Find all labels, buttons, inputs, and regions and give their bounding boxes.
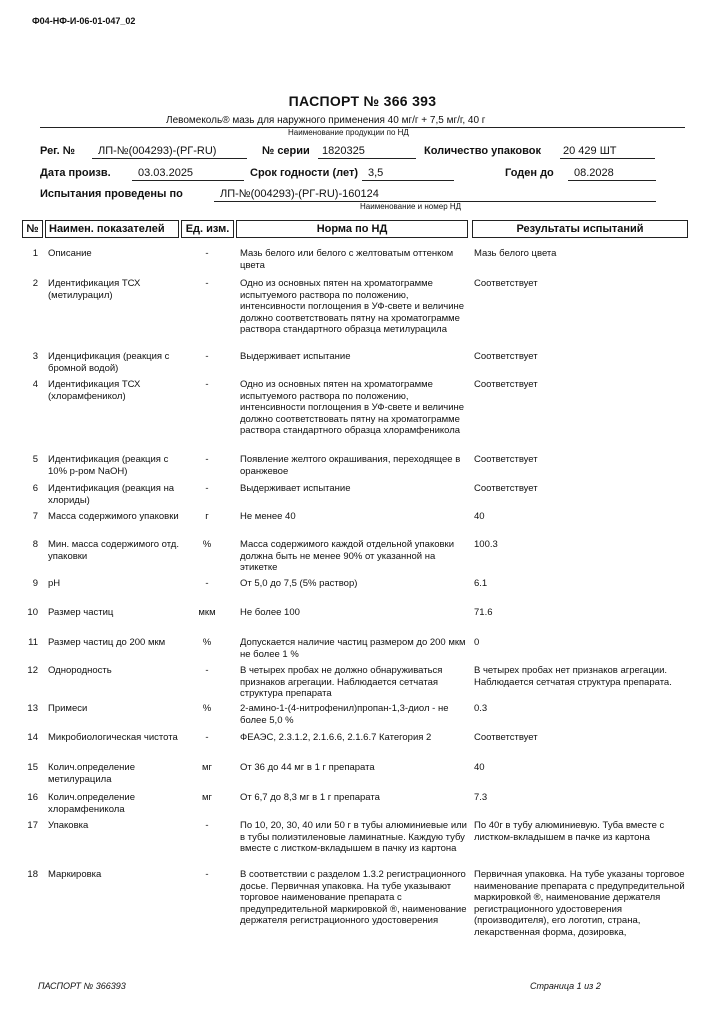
row-number: 11 (28, 637, 38, 648)
row-number: 17 (27, 820, 38, 831)
header-indicator: Наимен. показателей (45, 220, 179, 238)
row-name: Микробиологическая чистота (48, 732, 178, 743)
row-norm: В соответствии с разделом 1.3.2 регистрационного досье. Первичная упаковка. На тубе указывают торговое наименование препарата с предупредительной маркировкой ®, наименование держателя регистрационного удостоверения (240, 869, 467, 926)
document-code: Ф04-НФ-И-06-01-047_02 (32, 16, 136, 26)
row-norm: Появление желтого окрашивания, переходящее в оранжевое (240, 454, 461, 477)
row-unit: мкм (198, 607, 216, 618)
row-norm: 2-амино-1-(4-нитрофенил)пропан-1,3-диол - не более 5,0 % (240, 703, 449, 726)
row-unit: - (205, 578, 209, 589)
row-unit: - (205, 248, 209, 259)
row-unit: - (205, 820, 209, 831)
row-norm: По 10, 20, 30, 40 или 50 г в тубы алюминиевые или в тубы полиэтиленовые ламинатные. Каждую тубу вместе с листком-вкладышем в пачку из картона (240, 820, 467, 854)
row-name: pH (48, 578, 61, 589)
row-unit: - (205, 869, 209, 880)
row-result: 71.6 (474, 607, 493, 618)
row-norm: Одно из основных пятен на хроматограмме испытуемого раствора по положению, интенсивности поглощения в УФ-свете и величине должно соответствовать пятну на хроматограмме раствора стандартного образца метилурацила (240, 278, 465, 335)
series-underline (318, 158, 416, 159)
row-unit: - (205, 454, 209, 465)
row-result: 0.3 (474, 703, 488, 714)
row-unit: % (202, 703, 212, 714)
row-name: Масса содержимого упаковки (48, 511, 179, 522)
row-number: 6 (32, 483, 38, 494)
product-name: Левомеколь® мазь для наружного применения 40 мг/г + 7,5 мг/г, 40 г (166, 115, 486, 126)
valid-underline (568, 180, 656, 181)
row-name: Колич.определение метилурацила (48, 762, 136, 785)
footer-page-number: Страница 1 из 2 (530, 981, 601, 991)
row-number: 8 (32, 539, 38, 550)
row-norm: От 5,0 до 7,5 (5% раствор) (240, 578, 358, 589)
valid-label: Годен до (505, 167, 554, 179)
row-name: Идентификация ТСХ (метилурацил) (48, 278, 141, 301)
header-results: Результаты испытаний (472, 220, 688, 238)
row-name: Иденцификация (реакция с бромной водой) (48, 351, 170, 374)
shelf-value: 3,5 (368, 167, 384, 179)
reg-value: ЛП-№(004293)-(РГ-RU) (98, 145, 217, 157)
row-number: 7 (32, 511, 38, 522)
row-result: Соответствует (474, 278, 538, 289)
row-number: 5 (32, 454, 38, 465)
row-norm: Не менее 40 (240, 511, 296, 522)
row-name: Размер частиц до 200 мкм (48, 637, 166, 648)
row-result: Соответствует (474, 379, 538, 390)
row-result: Соответствует (474, 351, 538, 362)
row-result: 0 (474, 637, 480, 648)
row-unit: - (205, 379, 209, 390)
row-number: 10 (27, 607, 38, 618)
row-number: 1 (32, 248, 38, 259)
row-number: 13 (27, 703, 38, 714)
series-value: 1820325 (322, 145, 365, 157)
row-norm: Не более 100 (240, 607, 300, 618)
row-result: Первичная упаковка. На тубе указаны торговое наименование препарата с предупредительной маркировкой ®, наименование держателя регистрационного удостоверения (производителя), его логотип, страна, лекарственная форма, дозировка, (474, 869, 685, 938)
reg-label: Рег. № (40, 145, 76, 157)
tests-label: Испытания проведены по (40, 188, 183, 200)
shelf-underline (362, 180, 454, 181)
row-unit: - (205, 351, 209, 362)
qty-underline (560, 158, 655, 159)
row-name: Описание (48, 248, 92, 259)
tests-value: ЛП-№(004293)-(РГ-RU)-160124 (220, 188, 379, 200)
row-result: 6.1 (474, 578, 488, 589)
date-label: Дата произв. (40, 167, 111, 179)
row-name: Упаковка (48, 820, 89, 831)
row-result: По 40г в тубу алюминиевую. Туба вместе с листком-вкладышем в пачке из картона (474, 820, 665, 843)
row-norm: Выдерживает испытание (240, 351, 351, 362)
tests-caption: Наименование и номер НД (360, 202, 462, 211)
row-norm: Мазь белого или белого с желтоватым оттенком цвета (240, 248, 454, 271)
row-norm: Выдерживает испытание (240, 483, 351, 494)
row-result: В четырех пробах нет признаков агрегации. Наблюдается сетчатая структура препарата. (474, 665, 672, 688)
row-unit: % (202, 637, 212, 648)
row-number: 3 (32, 351, 38, 362)
reg-underline (92, 158, 247, 159)
date-value: 03.03.2025 (138, 167, 194, 179)
header-unit: Ед. изм. (181, 220, 234, 238)
row-result: Соответствует (474, 732, 538, 743)
qty-value: 20 429 ШТ (563, 145, 617, 157)
product-caption: Наименование продукции по НД (288, 128, 409, 137)
row-unit: % (202, 539, 212, 550)
shelf-label: Срок годности (лет) (250, 167, 359, 179)
row-number: 16 (27, 792, 38, 803)
row-norm: Одно из основных пятен на хроматограмме испытуемого раствора по положению, интенсивности поглощения в УФ-свете и величине должно соответствовать пятну на хроматограмме раствора стандартного образца хлорамфеникола (240, 379, 465, 436)
row-name: Однородность (48, 665, 112, 676)
row-result: 100.3 (474, 539, 498, 550)
row-number: 14 (27, 732, 38, 743)
row-norm: Допускается наличие частиц размером до 200 мкм не более 1 % (240, 637, 466, 660)
qty-label: Количество упаковок (424, 145, 541, 157)
row-norm: В четырех пробах не должно обнаруживаться признаков агрегации. Наблюдается сетчатая структура препарата (240, 665, 443, 699)
page-title: ПАСПОРТ № 366 393 (288, 93, 437, 109)
row-norm: От 36 до 44 мг в 1 г препарата (240, 762, 375, 773)
row-result: Соответствует (474, 483, 538, 494)
row-result: 40 (474, 762, 485, 773)
row-number: 4 (32, 379, 38, 390)
series-label: № серии (262, 145, 310, 157)
row-name: Идентификация ТСХ (хлорамфеникол) (48, 379, 141, 402)
row-number: 12 (27, 665, 38, 676)
valid-value: 08.2028 (574, 167, 614, 179)
date-underline (132, 180, 244, 181)
row-unit: мг (202, 792, 212, 803)
row-norm: ФЕАЭС, 2.3.1.2, 2.1.6.6, 2.1.6.7 Категория 2 (240, 732, 432, 743)
row-result: 7.3 (474, 792, 488, 803)
row-result: Соответствует (474, 454, 538, 465)
footer-passport: ПАСПОРТ № 366393 (38, 981, 126, 991)
row-unit: мг (202, 762, 212, 773)
row-unit: - (205, 483, 209, 494)
row-name: Маркировка (48, 869, 102, 880)
row-name: Колич.определение хлорамфеникола (48, 792, 136, 815)
row-norm: От 6,7 до 8,3 мг в 1 г препарата (240, 792, 380, 803)
row-unit: г (205, 511, 209, 522)
row-name: Мин. масса содержимого отд. упаковки (48, 539, 179, 562)
row-name: Идентификация (реакция на хлориды) (48, 483, 175, 506)
row-name: Размер частиц (48, 607, 114, 618)
row-unit: - (205, 732, 209, 743)
row-unit: - (205, 278, 209, 289)
row-number: 9 (32, 578, 38, 589)
header-number: № (22, 220, 43, 238)
row-result: 40 (474, 511, 485, 522)
row-result: Мазь белого цвета (474, 248, 557, 259)
row-number: 2 (32, 278, 38, 289)
row-unit: - (205, 665, 209, 676)
row-norm: Масса содержимого каждой отдельной упаковки должна быть не менее 90% от указанной на этикетке (240, 539, 455, 573)
row-number: 15 (27, 762, 38, 773)
row-number: 18 (27, 869, 38, 880)
row-name: Примеси (48, 703, 88, 714)
row-name: Идентификация (реакция с 10% р-ром NaOH) (48, 454, 169, 477)
header-norm: Норма по НД (236, 220, 468, 238)
